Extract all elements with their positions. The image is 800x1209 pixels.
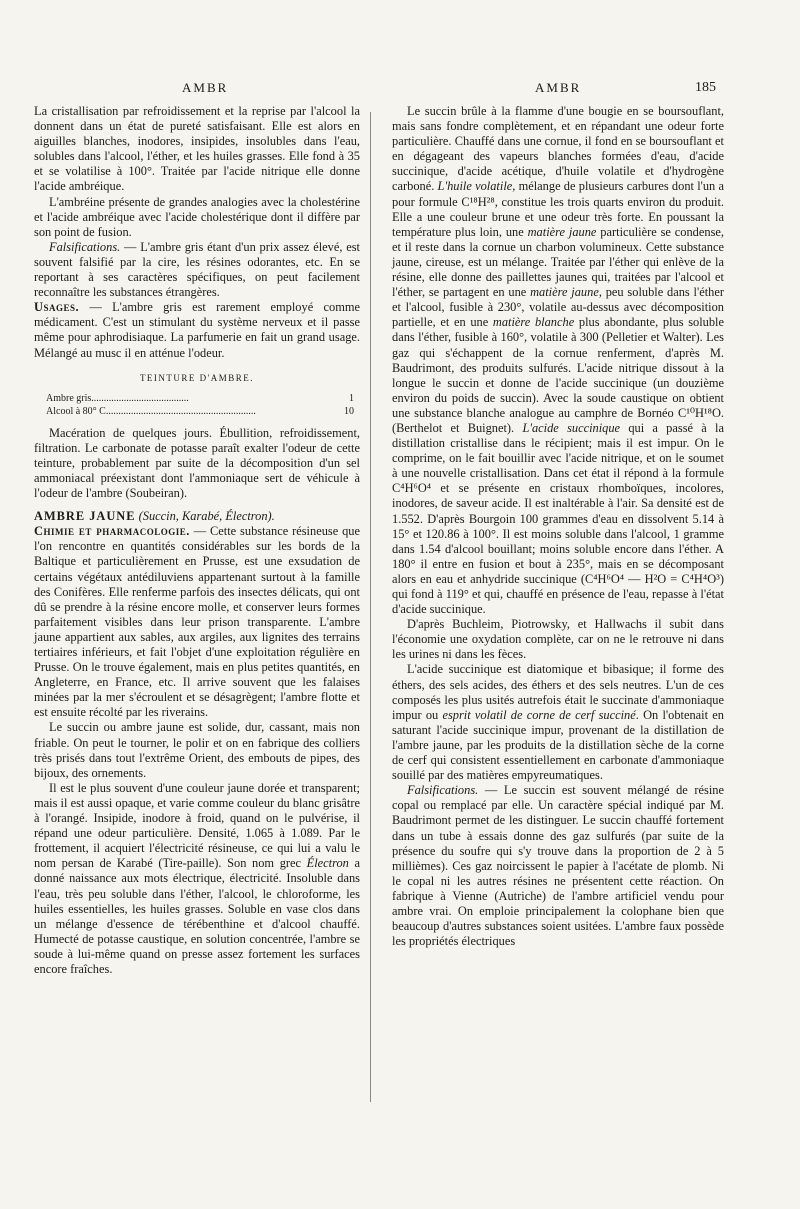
entry-synonyms: (Succin, Karabé, Électron).	[135, 509, 275, 524]
paragraph: Le succin ou ambre jaune est solide, dur, cassant, mais non friable. On peut le tourner, le polir et on en fabrique des colliers très prisés dans tout l'extrême Orient, des embouts de pipes, des bijoux, des ornements.	[34, 720, 360, 780]
emphasis: L'huile volatile	[437, 179, 513, 194]
paragraph-text: , mélange de plusieurs carbures dont l'un a pour formule C¹⁸H²⁸, constitue les trois quarts environ du produit. Elle a une couleur brune et une odeur très forte. En poussant la température plus loin, une	[392, 179, 724, 239]
paragraph-text: — L'ambre gris étant d'un prix assez élevé, est souvent falsifié par la cire, les résines odorantes, etc. En se reportant à ses caractères spécifiques, on peut facilement reconnaître les substances étrangères.	[34, 239, 360, 300]
paragraph-text: qui a passé à la distillation cristallise dans le récipient; mais il est impur. On le comprime, on le fait bouillir avec l'acide nitrique, et on le soumet à une nouvelle cristallisation. Dans cet état il répond à la formule C⁴H⁶O⁴ et se présente en cristaux rhomboïques, incolores, inodores, de saveur acide. Il est inaltérable à l'air. Sa densité est de 1.552. D'après Bourgoin 100 grammes d'eau en dissolvent 5.14 à 15° et 120.86 à 100°. Il est moins soluble dans l'alcool, 1 gramme dans 1.54 d'alcool bouillant; moins soluble encore dans l'éther. A 180° il entre en fusion et bout à 235°, mais en se décomposant alors en eau et anhydride succinique (C⁴H⁶O⁴ — H²O = C⁴H⁴O³) qui fond à 119° et qui, chauffé en présence de l'eau, repasse à l'état d'acide succinique.	[392, 420, 724, 617]
paragraph: D'après Buchleim, Piotrowsky, et Hallwachs il subit dans l'économie une oxydation complète, car on ne le retrouve ni dans les urines ni dans les fèces.	[392, 617, 724, 662]
paragraph-text: Le succin brûle à la flamme d'une bougie en se boursouflant, mais sans fondre complètement, et en répandant une odeur forte particulière. Chauffé dans une cornue, il fond en se boursouflant et en dégageant des vapeurs blanches formées d'eau, d'acide succinique, d'acide acétique, d'huile volatile et d'hydrogène carboné.	[392, 104, 724, 194]
page-number: 185	[695, 80, 716, 95]
emphasis: matière jaune	[527, 224, 597, 239]
paragraph-text: — Le succin est souvent mélangé de résine copal ou remplacé par elle. Un caractère spécial indiqué par M. Baudrimont permet de les distinguer. Le succin chauffé fortement dans un tube à essais donne des gaz sulfurés (par suite de la présence du soufre qui s'y trouve dans la proportion de 2 à 5 millièmes). Ces gaz noircissent le papier à l'acétate de plomb. Ni le copal ni les autres résines ne présentent cette réaction. On fabrique à Vienne (Autriche) de l'ambre artificiel vendu pour ambre vrai. On emploie principalement la colophane bien que beaucoup d'autres substances soient usitées. L'ambre faux possède les propriétés électriques	[392, 783, 724, 949]
column-divider	[370, 112, 371, 1102]
paragraph	[34, 524, 360, 720]
paragraph-text: , peu soluble dans l'éther et l'alcool, fusible à 230°, volatile au-dessus avec décomposition partielle, et en une	[392, 285, 724, 330]
section-heading: Falsifications.	[407, 783, 479, 798]
paragraph	[392, 783, 724, 949]
paragraph-text: — L'ambre gris est rarement employé comme médicament. C'est un stimulant du système nerveux et il passe même pour aphrodisiaque. La parfumerie en fait un grand usage. Mélangé au musc il en atténue l'odeur.	[34, 300, 360, 360]
entry-heading	[34, 509, 360, 524]
paragraph	[34, 300, 360, 360]
paragraph	[34, 781, 360, 977]
emphasis: matière blanche	[492, 315, 575, 330]
running-title-left: AMBR	[182, 80, 229, 95]
paragraph: La cristallisation par refroidissement et la reprise par l'alcool la donnent dans un état de pureté satisfaisant. Elle est alors en aiguilles blanches, inodores, insipides, insolubles dans l'eau, solubles dans l'alcool, l'éther, et les huiles grasses. Elle fond à 35 et se volatilise à 100°. Traitée par l'acide nitrique elle donne l'acide ambréique.	[34, 104, 360, 194]
recipe-title: TEINTURE D'AMBRE.	[139, 372, 255, 383]
running-header	[0, 80, 800, 104]
paragraph: Macération de quelques jours. Ébullition, refroidissement, filtration. Le carbonate de potasse paraît exalter l'odeur de cette teinture, probablement par suite de la décomposition d'un sel ammoniacal préexistant dont l'ammoniaque sert de véhicule à l'odeur de l'ambre (Soubeiran).	[34, 425, 360, 501]
right-column	[392, 104, 724, 949]
paragraph-text: Il est le plus souvent d'une couleur jaune dorée et transparent; mais il est aussi opaque, et varie comme couleur du blanc grisâtre à l'orangé. Insipide, inodore à froid, quand on le pulvérise, il répand une odeur particulière. Densité, 1.065 à 1.089. Par le frottement, il acquiert l'électricité résineuse, ce qui lui a valu le nom persan de Karabé (Tire-paille). Son nom grec	[34, 780, 360, 871]
recipe-quantity: 1	[349, 392, 354, 404]
paragraph-text: — Cette substance résineuse que l'on rencontre en quantités considérables sur les bords de la Baltique et particulièrement en Prusse, est une exsudation de certains végétaux antédiluviens appartenant surtout à la famille des Conifères. Elle renferme parfois des insectes délicats, qui ont dû se prendre à la résine encore molle, et conserver leurs formes parfaitement visibles dans leur prison transparente. L'ambre jaune appartient aux sables, aux argiles, aux lignites des terrains tertiaires inférieurs, et fait l'objet d'une exploitation régulière en Prusse. On le trouve également, mais en plus petites quantités, en Angleterre, en France, etc. Il arrive souvent que les falaises minées par la mer s'écroulent et se désagrègent; l'ambre flotte et est ensuite récolté par les riverains.	[34, 524, 360, 720]
emphasis: Électron	[306, 856, 349, 871]
recipe-ingredient: Alcool à 80° C............................................................	[46, 405, 256, 417]
section-heading: Usages.	[34, 300, 80, 315]
emphasis: matière jaune	[530, 285, 599, 300]
paragraph-text: plus abondante, plus soluble dans l'éther, fusible à 160°, volatile à 300 (Pelletier et Walter). Les gaz qui s'échappent de la cornue renferment, d'après M. Baudrimont, des produits sulfurés. L'acide nitrique dissout à la longue le succin et donne de l'acide succinique (un douzième environ du poids de succin). Avec la soude caustique on obtient une substance blanche analogue au camphre de Bornéo C¹⁰H¹⁸O. (Berthelot et Buignet).	[392, 315, 725, 435]
paragraph-text: . On l'obtenait en saturant l'acide succinique impur, provenant de la distillation de l'ambre jaune, par les produits de la distillation sèche de la corne de cerf qui consistent essentiellement en carbonate d'ammoniaque souillé par des matières empyreumatiques.	[392, 707, 724, 783]
recipe-quantity: 10	[344, 405, 354, 417]
section-heading: Falsifications.	[49, 239, 121, 254]
recipe-ingredient: Ambre gris.......................................	[46, 392, 189, 404]
emphasis: L'acide succinique	[522, 420, 621, 435]
paragraph	[392, 104, 724, 617]
recipe-row	[34, 392, 360, 405]
running-title-right: AMBR	[535, 80, 582, 95]
entry-title: AMBRE JAUNE	[34, 509, 136, 524]
paragraph-text: particulière se condense, et il reste dans la cornue un charbon volumineux. Cette substance jaune, cireuse, est un mélange. Traitée par l'éther qui enlève de la résine, elle donne des paillettes jaunes qui, traitées par l'alcool et l'éther, se partagent en une	[392, 224, 724, 300]
paragraph	[392, 662, 724, 783]
paragraph	[34, 240, 360, 300]
left-column	[34, 104, 360, 977]
recipe-row	[34, 405, 360, 418]
emphasis: esprit volatil de corne de cerf succiné	[442, 707, 636, 722]
paragraph-text: L'acide succinique est diatomique et bibasique; il forme des éthers, des sels acides, des éthers et des sels neutres. L'un de ces composés les plus usités autrefois était le succinate d'ammoniaque impur ou	[392, 662, 724, 722]
paragraph: L'ambréine présente de grandes analogies avec la cholestérine et l'acide ambréique avec l'acide cholestérique dont il diffère par son point de fusion.	[34, 194, 360, 239]
paragraph-text: a donné naissance aux mots électrique, électricité. Insoluble dans l'eau, très peu soluble dans l'éther, l'alcool, le chloroforme, les huiles essentielles, les huiles grasses. Soluble en vase clos dans un mélange d'essence de térébenthine et d'alcool chauffé. Humecté de potasse caustique, en solution concentrée, l'ambre se soude à lui-même quand on presse assez fortement les surfaces encore fraîches.	[34, 856, 360, 976]
section-heading: Chimie et pharmacologie.	[34, 524, 190, 539]
